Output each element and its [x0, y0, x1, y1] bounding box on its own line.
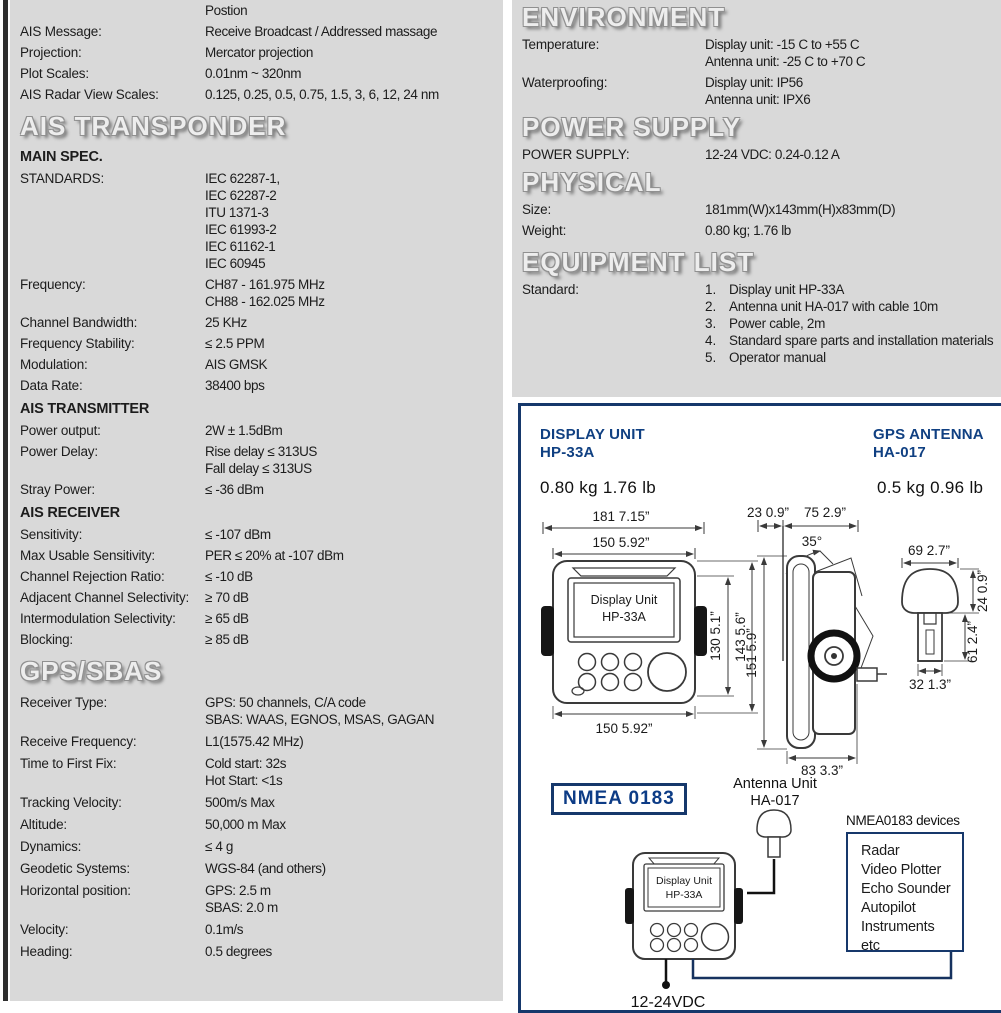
spec-row [20, 377, 503, 394]
spec-value: ≤ 2.5 PPM [205, 336, 265, 351]
equipment-item-text: Operator manual [729, 350, 826, 365]
spec-row [20, 921, 503, 938]
spec-value: IEC 62287-2 [205, 188, 277, 203]
spec-row [20, 65, 503, 82]
scan-edge-line [3, 0, 8, 1001]
spec-value: Rise delay ≤ 313US [205, 444, 318, 459]
spec-label: Weight: [522, 223, 567, 238]
dim-label: 24 0.9” [975, 569, 990, 613]
spec-label: POWER SUPPLY: [522, 147, 630, 162]
equipment-item-text: Standard spare parts and installation materials [729, 333, 994, 348]
side-view-drawing [744, 505, 887, 778]
spec-label: Power output: [20, 423, 101, 438]
equipment-item-number: 4. [705, 333, 717, 348]
nmea-device-item: Autopilot [861, 900, 916, 916]
spec-row [20, 943, 503, 960]
equipment-item-text: Antenna unit HA-017 with cable 10m [729, 299, 938, 314]
spec-value: GPS: 50 channels, C/A code [205, 695, 366, 710]
spec-value: 38400 bps [205, 378, 265, 393]
equipment-item [705, 349, 1001, 366]
spec-label: Dynamics: [20, 839, 82, 854]
spec-value: WGS-84 (and others) [205, 861, 326, 876]
spec-row [522, 201, 1001, 218]
spec-row [20, 882, 503, 916]
spec-label: Tracking Velocity: [20, 795, 122, 810]
left-spec-panel [10, 0, 503, 1001]
antenna-unit-label-line1: Antenna Unit [733, 776, 817, 792]
section-header-physical: PHYSICAL [522, 167, 662, 197]
spec-value: AIS GMSK [205, 357, 268, 372]
nmea-device-item: etc [861, 938, 880, 954]
spec-label: AIS Message: [20, 24, 102, 39]
spec-row [20, 694, 503, 728]
spec-row [20, 356, 503, 373]
dim-label: 75 2.9” [803, 505, 847, 520]
spec-label: Modulation: [20, 357, 88, 372]
spec-value: 500m/s Max [205, 795, 275, 810]
section-header-gps-sbas: GPS/SBAS [20, 656, 163, 686]
spec-value: IEC 62287-1, [205, 171, 280, 186]
dim-label: 32 1.3” [908, 677, 952, 692]
spec-value: Fall delay ≤ 313US [205, 461, 312, 476]
dimension-diagram-panel [518, 403, 1001, 1013]
spec-value: ≤ -107 dBm [205, 527, 271, 542]
spec-label: Horizontal position: [20, 883, 131, 898]
equipment-item [705, 315, 1001, 332]
nmea-0183-badge: NMEA 0183 [551, 783, 687, 815]
spec-row [20, 86, 503, 103]
spec-value: ITU 1371-3 [205, 205, 269, 220]
section-header-ais-transponder: AIS TRANSPONDER [20, 111, 287, 141]
subsection-title-main-spec: MAIN SPEC. [20, 149, 103, 165]
spec-row [20, 314, 503, 331]
spec-row [20, 335, 503, 352]
spec-row [20, 23, 503, 40]
spec-row [20, 44, 503, 61]
spec-value: L1(1575.42 MHz) [205, 734, 304, 749]
gps-antenna-drawing [902, 543, 990, 692]
spec-label: Projection: [20, 45, 82, 60]
display-unit-weight: 0.80 kg 1.76 lb [540, 478, 657, 497]
spec-row [20, 526, 503, 543]
spec-row [522, 146, 1001, 163]
spec-value: Cold start: 32s [205, 756, 287, 771]
screen-label-line1: Display Unit [590, 593, 658, 607]
spec-label: Adjacent Channel Selectivity: [20, 590, 190, 605]
section-header-equipment-list: EQUIPMENT LIST [522, 247, 755, 277]
spec-value: PER ≤ 20% at -107 dBm [205, 548, 344, 563]
spec-value: ≥ 85 dB [205, 632, 249, 647]
spec-row [20, 860, 503, 877]
section-header-environment: ENVIRONMENT [522, 2, 726, 32]
equipment-item-number: 1. [705, 282, 717, 297]
spec-value: IEC 61993-2 [205, 222, 277, 237]
dim-label: 181 7.15” [592, 509, 650, 524]
spec-row [522, 281, 1001, 366]
spec-row [20, 2, 503, 19]
spec-row [20, 547, 503, 564]
front-view-drawing [541, 509, 758, 736]
spec-value: Hot Start: <1s [205, 773, 283, 788]
spec-label: Frequency: [20, 277, 86, 292]
spec-row [20, 568, 503, 585]
spec-value: 0.01nm ~ 320nm [205, 66, 302, 81]
equipment-item-number: 3. [705, 316, 717, 331]
dim-label: 23 0.9” [746, 505, 790, 520]
subsection-title-ais-receiver: AIS RECEIVER [20, 505, 120, 521]
right-spec-panel [512, 0, 1001, 397]
spec-row [20, 422, 503, 439]
spec-value: CH87 - 161.975 MHz [205, 277, 325, 292]
screen-label-line1: Display Unit [655, 875, 713, 887]
spec-label: Velocity: [20, 922, 69, 937]
spec-value: 0.5 degrees [205, 944, 272, 959]
spec-label: Blocking: [20, 632, 73, 647]
spec-row [20, 755, 503, 789]
power-supply-label: 12-24VDC [630, 994, 706, 1011]
spec-value: SBAS: WAAS, EGNOS, MSAS, GAGAN [205, 712, 435, 727]
spec-value: 0.125, 0.25, 0.5, 0.75, 1.5, 3, 6, 12, 24 nm [205, 87, 439, 102]
nmea-device-item: Instruments [861, 919, 935, 935]
equipment-item-text: Display unit HP-33A [729, 282, 845, 297]
spec-label: Intermodulation Selectivity: [20, 611, 176, 626]
spec-label: Geodetic Systems: [20, 861, 130, 876]
spec-label: Size: [522, 202, 552, 217]
spec-label: AIS Radar View Scales: [20, 87, 159, 102]
spec-label: Frequency Stability: [20, 336, 135, 351]
spec-value: 0.1m/s [205, 922, 244, 937]
spec-label: Power Delay: [20, 444, 98, 459]
spec-label: Temperature: [522, 37, 600, 52]
nmea-devices-title: NMEA0183 devices [846, 813, 960, 828]
spec-row [522, 222, 1001, 239]
nmea-device-item: Video Plotter [861, 862, 942, 878]
spec-value: ≤ 4 g [205, 839, 233, 854]
subsection-title-ais-transmitter: AIS TRANSMITTER [20, 401, 150, 417]
gps-antenna-weight: 0.5 kg 0.96 lb [877, 478, 984, 497]
nmea-device-item: Echo Sounder [861, 881, 951, 897]
spec-value: 50,000 m Max [205, 817, 286, 832]
spec-label: Data Rate: [20, 378, 83, 393]
spec-value: GPS: 2.5 m [205, 883, 271, 898]
spec-label: Receiver Type: [20, 695, 107, 710]
spec-row [20, 589, 503, 606]
spec-value: Postion [205, 3, 248, 18]
spec-row [20, 443, 503, 477]
dim-label: 143 5.6” [733, 612, 748, 662]
gps-antenna-title-line2: HA-017 [873, 444, 926, 461]
spec-value: Display unit: -15 C to +55 C [705, 37, 860, 52]
spec-value: Mercator projection [205, 45, 313, 60]
spec-label: Time to First Fix: [20, 756, 117, 771]
equipment-item-text: Power cable, 2m [729, 316, 826, 331]
spec-row [20, 170, 503, 272]
spec-value: SBAS: 2.0 m [205, 900, 278, 915]
antenna-unit-label [721, 776, 829, 810]
equipment-list [705, 281, 1001, 366]
spec-row [20, 794, 503, 811]
spec-value: 0.80 kg; 1.76 lb [705, 223, 791, 238]
spec-value: 25 KHz [205, 315, 247, 330]
spec-value: ≥ 70 dB [205, 590, 249, 605]
angle-label: 35° [801, 534, 823, 549]
spec-label: Waterproofing: [522, 75, 608, 90]
spec-row [20, 838, 503, 855]
display-unit-title-line2: HP-33A [540, 444, 595, 461]
spec-value: Display unit: IP56 [705, 75, 803, 90]
spec-label: Heading: [20, 944, 73, 959]
spec-label: Receive Frequency: [20, 734, 137, 749]
spec-value: 2W ± 1.5dBm [205, 423, 283, 438]
spec-row [20, 733, 503, 750]
nmea-devices-box [846, 832, 964, 952]
spec-value: Antenna unit: -25 C to +70 C [705, 54, 866, 69]
spec-label [20, 2, 205, 19]
spec-row [20, 481, 503, 498]
spec-label: Plot Scales: [20, 66, 89, 81]
spec-label: Channel Rejection Ratio: [20, 569, 165, 584]
spec-value: IEC 61162-1 [205, 239, 276, 254]
display-unit-title-line1: DISPLAY UNIT [540, 426, 645, 443]
spec-value: CH88 - 162.025 MHz [205, 294, 325, 309]
nmea-device-item: Radar [861, 843, 900, 859]
dim-label: 150 5.92” [592, 535, 650, 550]
equipment-item [705, 281, 1001, 298]
spec-value: 12-24 VDC: 0.24-0.12 A [705, 147, 840, 162]
spec-row [522, 36, 1001, 70]
spec-row [522, 74, 1001, 108]
spec-label: Standard: [522, 282, 579, 297]
spec-value: IEC 60945 [205, 256, 266, 271]
gps-spec-group [20, 694, 503, 960]
spec-value: ≤ -36 dBm [205, 482, 264, 497]
equipment-item [705, 332, 1001, 349]
spec-label: STANDARDS: [20, 171, 105, 186]
section-header-power-supply: POWER SUPPLY [522, 112, 742, 142]
equipment-item-number: 2. [705, 299, 717, 314]
spec-label: Channel Bandwidth: [20, 315, 138, 330]
dim-label: 69 2.7” [907, 543, 951, 558]
spec-value: ≥ 65 dB [205, 611, 249, 626]
spec-row [20, 631, 503, 648]
gps-antenna-title-line1: GPS ANTENNA [873, 426, 984, 443]
spec-value: Receive Broadcast / Addressed massage [205, 24, 438, 39]
dim-label: 61 2.4” [965, 620, 980, 664]
screen-label-line2: HP-33A [602, 610, 646, 624]
spec-label: Altitude: [20, 817, 67, 832]
spec-row [20, 276, 503, 310]
screen-label-line2: HP-33A [665, 889, 703, 901]
spec-row [20, 610, 503, 627]
dim-label: 130 5.1” [708, 611, 723, 661]
spec-value: Antenna unit: IPX6 [705, 92, 811, 107]
dim-label: 150 5.92” [595, 721, 653, 736]
dim-label: 151 5.9” [744, 628, 759, 678]
antenna-unit-label-line2: HA-017 [750, 793, 800, 809]
spec-label: Stray Power: [20, 482, 95, 497]
spec-value: 181mm(W)x143mm(H)x83mm(D) [705, 202, 896, 217]
spec-value: ≤ -10 dB [205, 569, 253, 584]
equipment-item [705, 298, 1001, 315]
dim-label: 83 3.3” [800, 763, 844, 778]
equipment-item-number: 5. [705, 350, 717, 365]
spec-row [20, 816, 503, 833]
spec-label: Max Usable Sensitivity: [20, 548, 155, 563]
spec-label: Sensitivity: [20, 527, 83, 542]
